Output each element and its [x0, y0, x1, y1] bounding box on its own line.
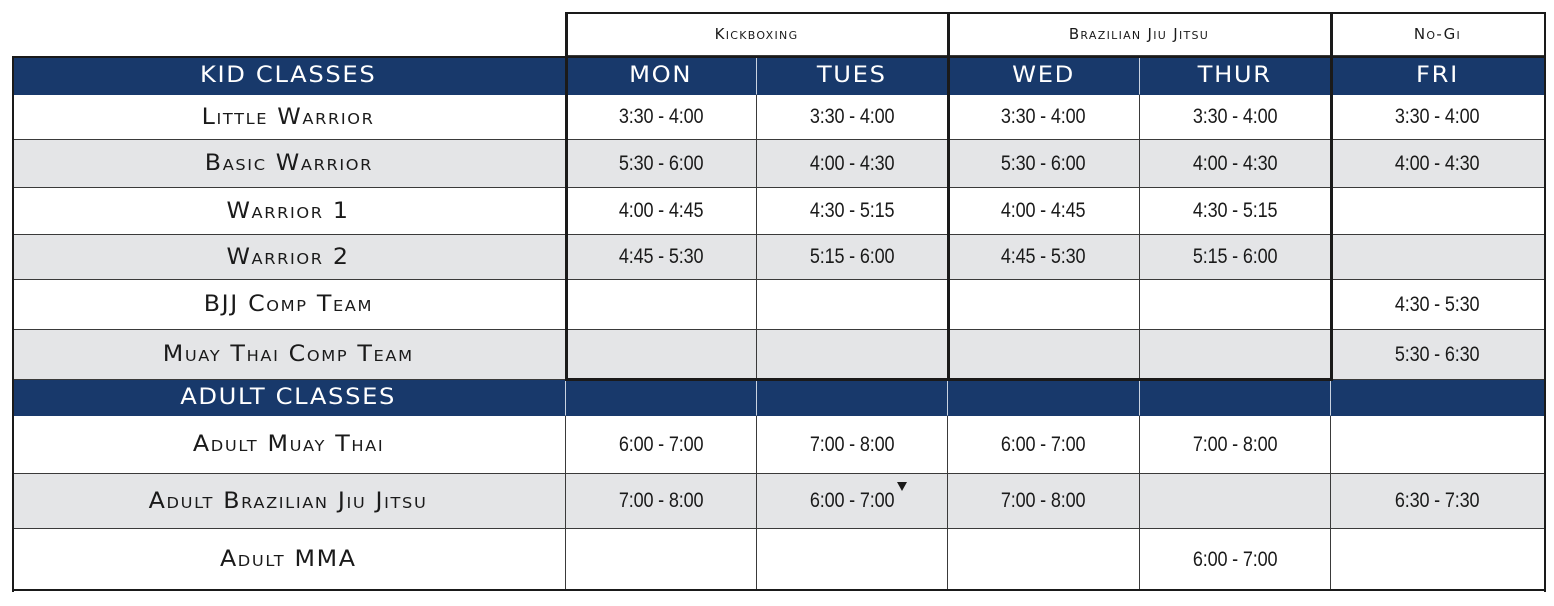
time-value: 4:00 - 4:45	[618, 199, 704, 222]
time-value: 5:30 - 6:30	[1395, 342, 1480, 366]
class-label: Adult Muay Thai	[192, 432, 385, 457]
class-name	[12, 474, 566, 529]
time-value: 4:00 - 4:30	[1395, 151, 1480, 175]
class-label: Warrior 1	[226, 198, 351, 224]
class-label: BJJ Comp Team	[203, 292, 374, 317]
day-label: FRI	[1416, 62, 1459, 88]
program-name: Brazilian Jiu Jitsu	[1068, 24, 1210, 43]
class-label: Basic Warrior	[204, 151, 373, 176]
time-cell	[948, 188, 1140, 235]
adult-header-blank	[1331, 380, 1545, 416]
time-cell	[948, 95, 1140, 140]
time-cell	[948, 140, 1140, 188]
day-header	[566, 56, 757, 95]
class-name	[12, 416, 566, 474]
day-label: THUR	[1197, 62, 1273, 88]
time-cell	[948, 416, 1140, 474]
time-cell	[1331, 140, 1545, 188]
adult-header-blank	[757, 380, 948, 416]
separator-left	[565, 12, 568, 381]
time-cell	[566, 188, 757, 235]
class-label: Warrior 2	[226, 244, 351, 270]
time-cell	[757, 529, 948, 591]
class-name	[12, 330, 566, 380]
time-cell	[1140, 95, 1331, 140]
time-value: 4:45 - 5:30	[1001, 245, 1086, 268]
time-value: 4:30 - 5:30	[1395, 292, 1480, 316]
adult-header-blank	[948, 380, 1140, 416]
time-cell	[1140, 529, 1331, 591]
frame-header-top	[12, 56, 1546, 58]
time-cell	[757, 416, 948, 474]
time-cell	[1331, 529, 1545, 591]
frame-left	[12, 56, 14, 592]
triangle-down-icon	[897, 482, 907, 491]
time-cell	[1140, 140, 1331, 188]
time-value: 5:30 - 6:00	[1001, 151, 1086, 175]
class-label: Muay Thai Comp Team	[163, 342, 414, 367]
class-name	[12, 188, 566, 235]
time-value: 3:30 - 4:00	[618, 105, 704, 128]
time-cell	[757, 95, 948, 140]
kid-classes-header	[12, 56, 566, 95]
day-header	[948, 56, 1140, 95]
time-cell	[1331, 474, 1545, 529]
program-header	[566, 12, 948, 56]
time-cell	[566, 416, 757, 474]
frame-bottom	[12, 589, 1546, 591]
day-label: WED	[1012, 62, 1075, 88]
time-cell	[1331, 95, 1545, 140]
time-cell	[948, 235, 1140, 280]
time-value: 6:00 - 7:00	[809, 489, 895, 512]
class-name	[12, 140, 566, 188]
frame-top	[565, 12, 1546, 14]
time-value: 4:30 - 5:15	[809, 199, 895, 222]
time-cell	[948, 529, 1140, 591]
time-cell	[948, 330, 1140, 380]
class-schedule-table	[12, 12, 1545, 592]
time-value: 7:00 - 8:00	[618, 489, 704, 512]
time-value: 4:45 - 5:30	[618, 245, 704, 268]
day-header	[1140, 56, 1331, 95]
time-value: 6:30 - 7:30	[1395, 489, 1480, 512]
time-cell	[1140, 280, 1331, 330]
time-cell	[1331, 188, 1545, 235]
time-cell	[757, 235, 948, 280]
time-value: 4:00 - 4:45	[1001, 199, 1086, 222]
time-value: 6:00 - 7:00	[1192, 547, 1278, 571]
separator-nogi	[1330, 12, 1333, 381]
time-value: 6:00 - 7:00	[618, 432, 704, 456]
kid-classes-title: KID CLASSES	[200, 62, 377, 88]
day-header	[757, 56, 948, 95]
time-value: 3:30 - 4:00	[809, 105, 895, 128]
time-value: 4:30 - 5:15	[1192, 199, 1278, 222]
class-name	[12, 529, 566, 591]
time-cell	[1331, 235, 1545, 280]
program-header	[948, 12, 1331, 56]
program-name: No-Gi	[1413, 24, 1462, 43]
time-cell	[566, 95, 757, 140]
class-name	[12, 95, 566, 140]
day-header	[1331, 56, 1545, 95]
time-value: 3:30 - 4:00	[1395, 105, 1480, 128]
time-cell	[1331, 416, 1545, 474]
time-value: 4:00 - 4:30	[1192, 151, 1278, 175]
time-cell	[757, 188, 948, 235]
time-cell	[566, 529, 757, 591]
time-cell	[948, 280, 1140, 330]
frame-right	[1544, 12, 1546, 592]
adult-header-blank	[566, 380, 757, 416]
time-cell	[1140, 188, 1331, 235]
time-value: 5:15 - 6:00	[1192, 245, 1278, 268]
time-value: 7:00 - 8:00	[809, 432, 895, 456]
time-cell	[566, 330, 757, 380]
time-cell	[948, 474, 1140, 529]
class-name	[12, 235, 566, 280]
time-value: 4:00 - 4:30	[809, 151, 895, 175]
time-cell	[757, 280, 948, 330]
separator-bjj	[947, 12, 950, 381]
time-value: 7:00 - 8:00	[1192, 432, 1278, 456]
time-cell	[1331, 280, 1545, 330]
time-value: 3:30 - 4:00	[1001, 105, 1086, 128]
time-cell	[1140, 474, 1331, 529]
adult-header-blank	[1140, 380, 1331, 416]
time-value: 6:00 - 7:00	[1001, 432, 1086, 456]
time-value: 7:00 - 8:00	[1001, 489, 1086, 512]
program-header	[1331, 12, 1545, 56]
separator-bottom	[565, 378, 1333, 381]
time-cell	[757, 140, 948, 188]
program-name: Kickboxing	[714, 24, 799, 43]
time-cell	[566, 235, 757, 280]
adult-classes-header	[12, 380, 566, 416]
time-cell	[566, 140, 757, 188]
corner-blank	[12, 12, 566, 56]
class-name	[12, 280, 566, 330]
time-cell	[1140, 235, 1331, 280]
time-cell	[757, 330, 948, 380]
time-cell	[1140, 416, 1331, 474]
class-label: Little Warrior	[202, 104, 375, 130]
time-value: 5:30 - 6:00	[618, 151, 704, 175]
time-cell	[1331, 330, 1545, 380]
time-cell	[566, 280, 757, 330]
time-value: 3:30 - 4:00	[1192, 105, 1278, 128]
time-cell	[1140, 330, 1331, 380]
time-cell	[757, 474, 948, 529]
class-label: Adult MMA	[220, 547, 357, 572]
time-cell	[566, 474, 757, 529]
day-label: MON	[629, 62, 693, 88]
day-label: TUES	[817, 62, 887, 88]
time-value: 5:15 - 6:00	[809, 245, 895, 268]
class-label: Adult Brazilian Jiu Jitsu	[149, 488, 428, 514]
adult-classes-title: ADULT CLASSES	[180, 385, 397, 410]
